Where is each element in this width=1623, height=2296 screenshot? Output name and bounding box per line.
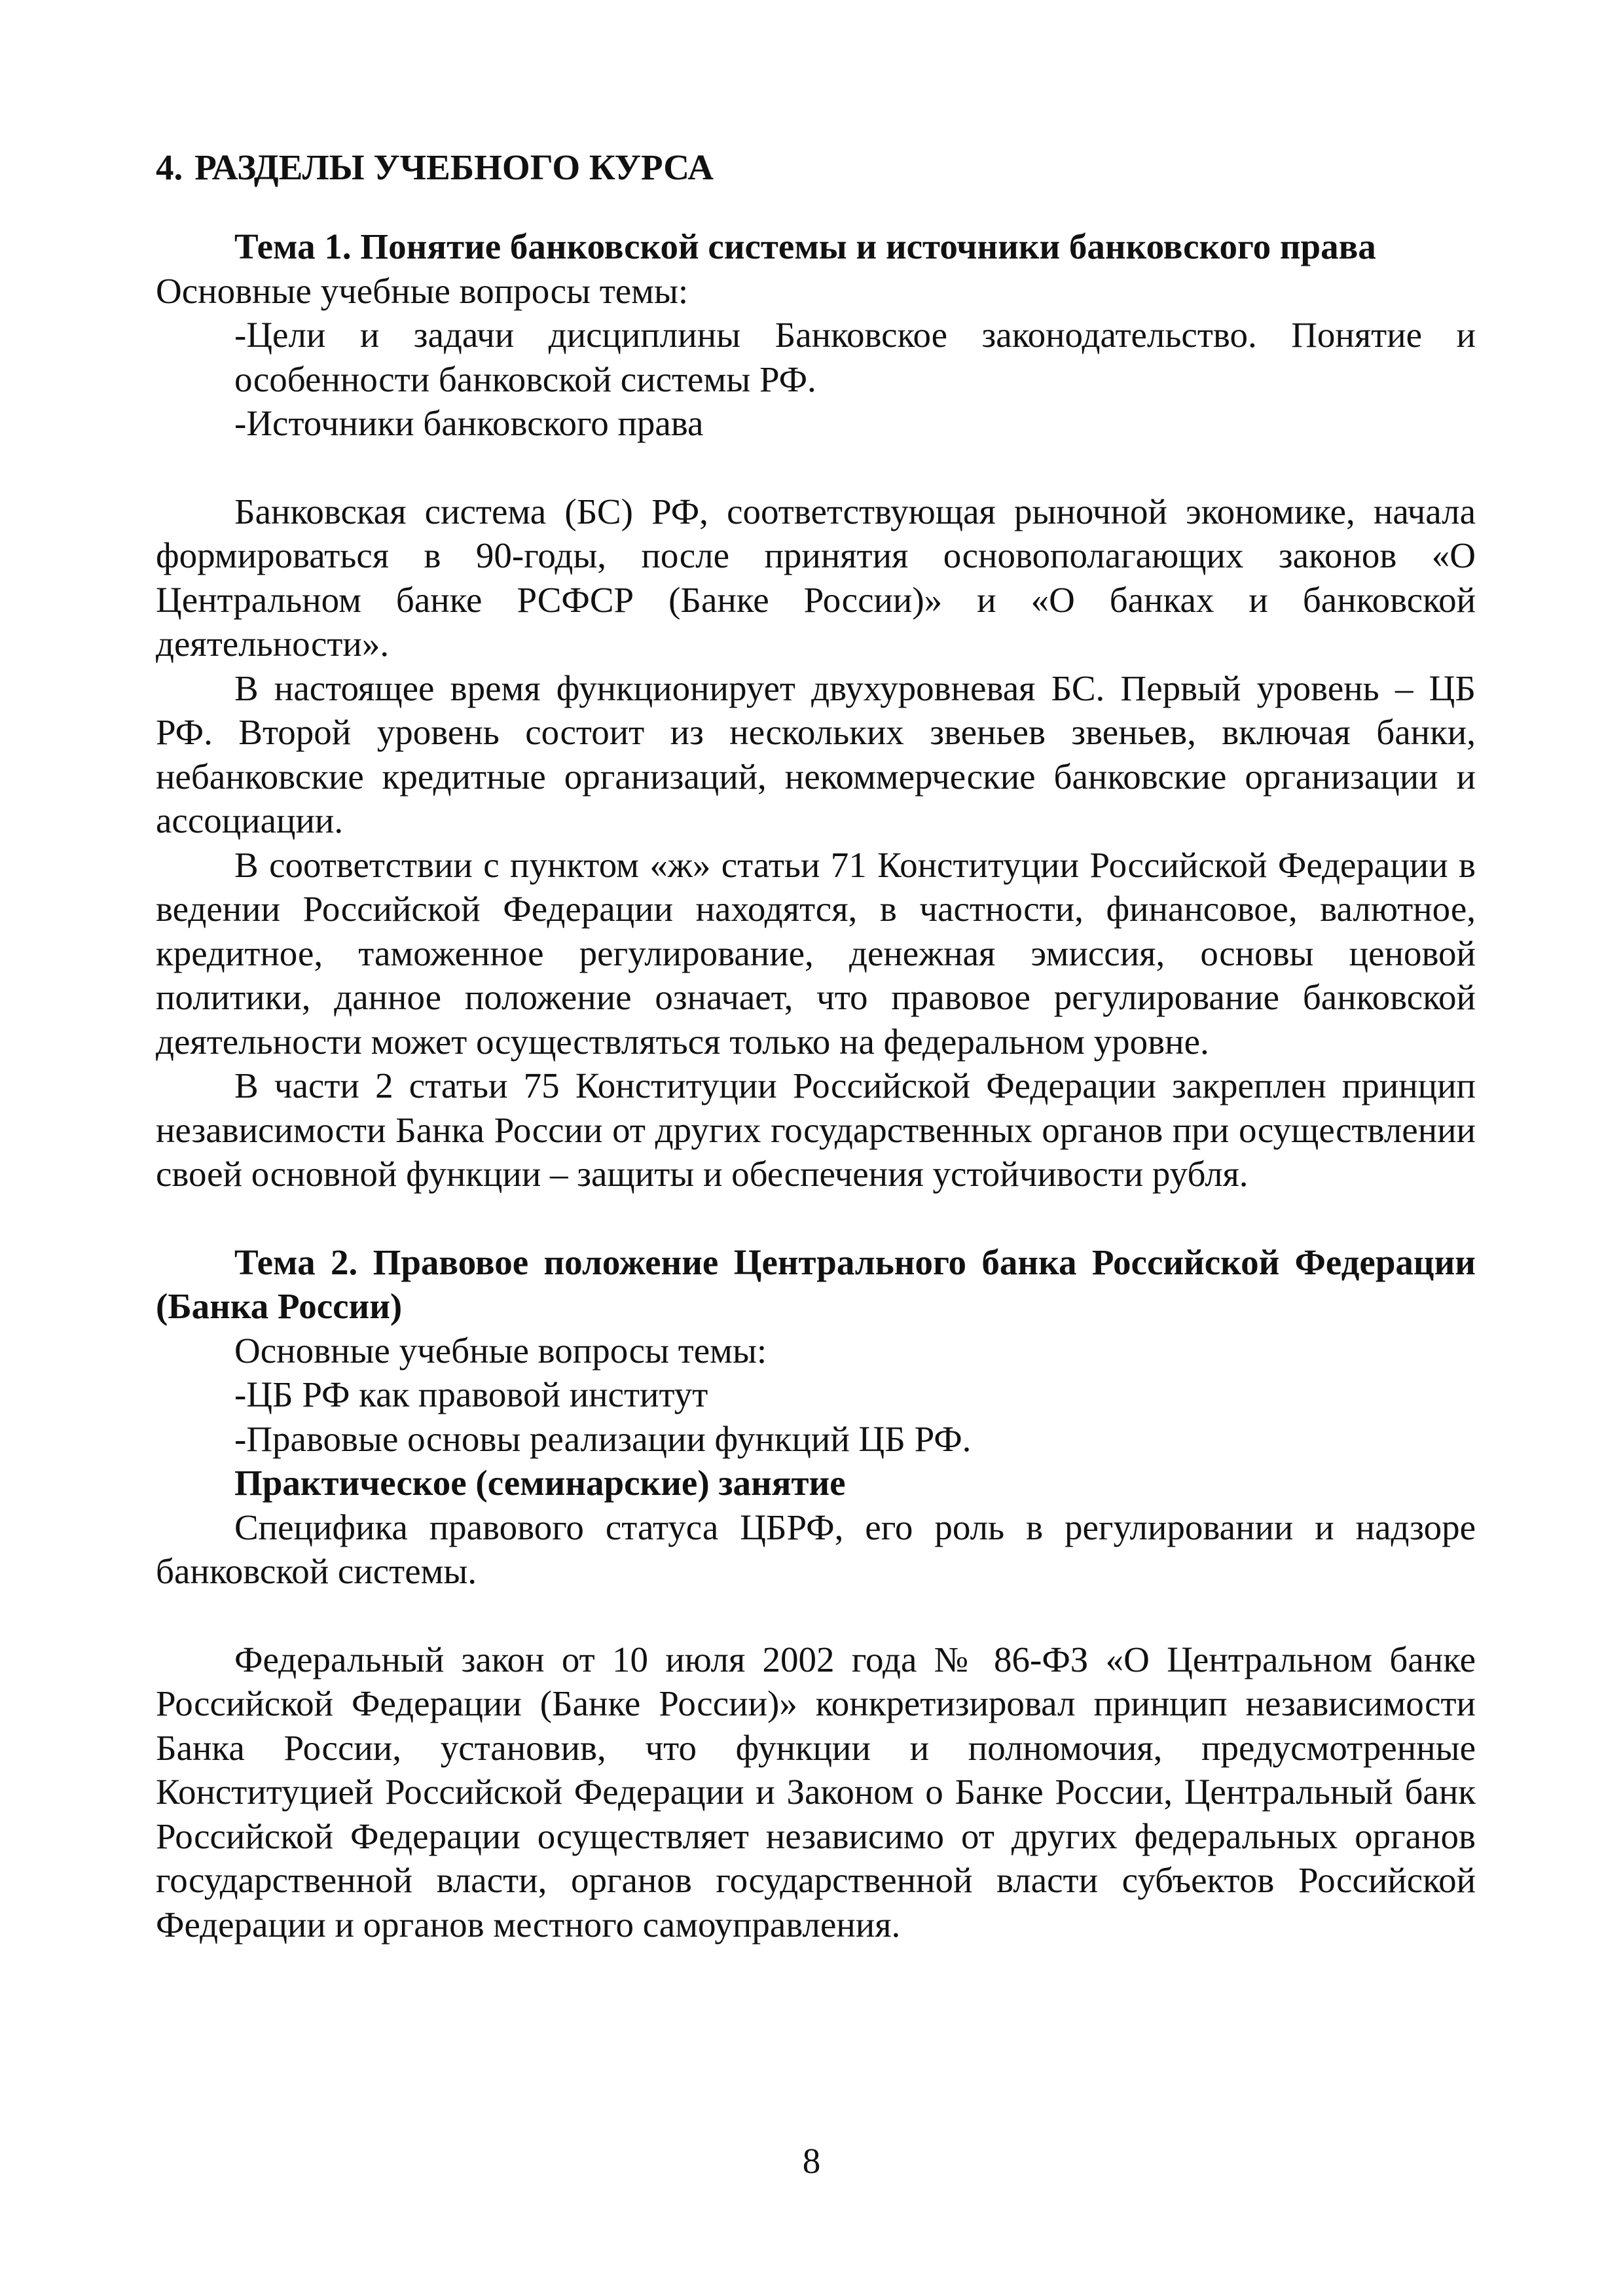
topic-2-paragraph-1: Федеральный закон от 10 июля 2002 года № 86-ФЗ «О Центральном банке Российской Федерации (Банке России)» конкретизировал принцип независимости Банка России, установив, что функции и полномочия, предусмотренные Конституцией Российской Федерации и Законом о Банке России, Центральный банк Российской Федерации осуществляет независимо от других федеральных органов государственной власти, органов государственной власти субъектов Российской Федерации и органов местного самоуправления.: [156, 1639, 1476, 1945]
topic-2-questions-label: Основные учебные вопросы темы:: [234, 1330, 767, 1371]
page-number: 8: [802, 2141, 821, 2181]
topic-1-question-2: -Источники банковского права: [234, 403, 704, 443]
topic-1-questions-label: Основные учебные вопросы темы:: [156, 270, 689, 311]
section-heading: [156, 145, 1476, 189]
topic-2-question-1: -ЦБ РФ как правовой институт: [234, 1374, 708, 1414]
topic-1-title: Тема 1. Понятие банковской системы и источники банковского права: [234, 226, 1376, 266]
topic-1-paragraph-3: В соответствии с пунктом «ж» статьи 71 Конституции Российской Федерации в ведении Российской Федерации находятся, в частности, финансовое, валютное, кредитное, таможенное регулирование, денежная эмиссия, основы ценовой политики, данное положение означает, что правовое регулирование банковской деятельности может осуществляться только на федеральном уровне.: [156, 844, 1476, 1062]
section-number: 4.: [156, 147, 183, 187]
spacer: [156, 446, 1476, 490]
topic-2-practice-label: Практическое (семинарские) занятие: [234, 1463, 846, 1503]
spacer: [156, 1594, 1476, 1638]
document-page: [156, 145, 1476, 1946]
spacer: [156, 1196, 1476, 1240]
section-title: РАЗДЕЛЫ УЧЕБНОГО КУРСА: [194, 147, 714, 187]
topic-2-question-2: -Правовые основы реализации функций ЦБ РФ.: [234, 1418, 972, 1459]
topic-1-paragraph-4: В части 2 статьи 75 Конституции Российской Федерации закреплен принцип независимости Банка России от других государственных органов при осуществлении своей основной функции – защиты и обеспечения устойчивости рубля.: [156, 1066, 1476, 1194]
topic-2-title: Тема 2. Правовое положение Центрального банка Российской Федерации (Банка России): [156, 1242, 1476, 1326]
topic-2-practice-text: Специфика правового статуса ЦБРФ, его роль в регулировании и надзоре банковской системы.: [156, 1507, 1476, 1591]
topic-1-question-1: -Цели и задачи дисциплины Банковское законодательство. Понятие и особенности банковской системы РФ.: [234, 315, 1476, 399]
topic-1-paragraph-1: Банковская система (БС) РФ, соответствующая рыночной экономике, начала формироваться в 90-годы, после принятия основополагающих законов «О Центральном банке РСФСР (Банке России)» и «О банках и банковской деятельности».: [156, 491, 1476, 664]
topic-1-paragraph-2: В настоящее время функционирует двухуровневая БС. Первый уровень – ЦБ РФ. Второй уровень состоит из нескольких звеньев звеньев, включая банки, небанковские кредитные организаций, некоммерческие банковские организации и ассоциации.: [156, 668, 1476, 840]
